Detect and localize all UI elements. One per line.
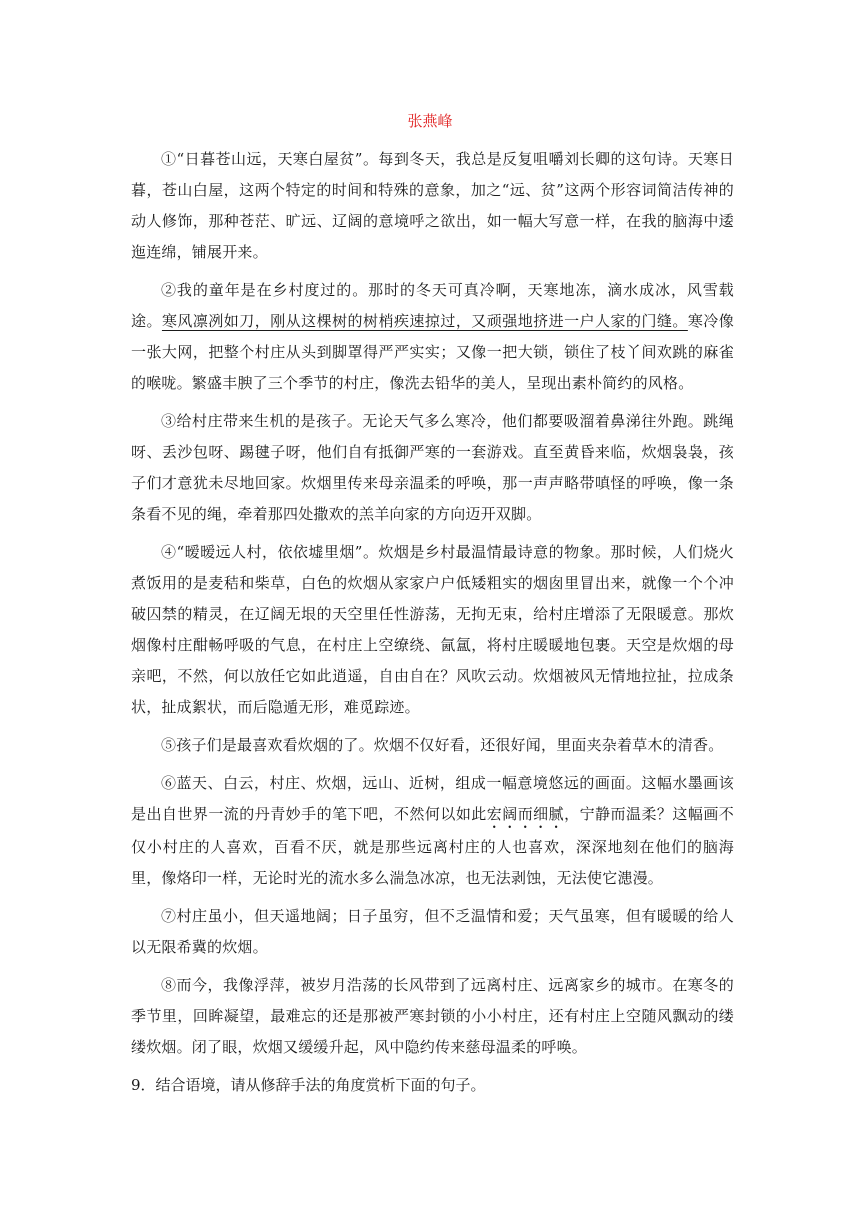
paragraph-4: ④“暧暧远人村，依依墟里烟”。炊烟是乡村最温情最诗意的物象。那时候，人们烧火煮饭用的是麦秸和柴草，白色的炊烟从家家户户低矮粗实的烟囱里冒出来，就像一个个冲破囚禁的精灵，在辽阔无垠的天空里任性游荡，无拘无束，给村庄增添了无限暖意。那炊烟像村庄酣畅呼吸的气息，在村庄上空缭绕、氤氲，将村庄暖暖地包裹。天空是炊烟的母亲吧，不然，何以放任它如此逍遥，自由自在？风吹云动。炊烟被风无情地拉扯，拉成条状，扯成絮状，而后隐遁无形，难觅踪迹。 xyxy=(131,543,734,716)
paragraph-2 xyxy=(131,275,734,399)
paragraph-5: ⑤孩子们是最喜欢看炊烟的了。炊烟不仅好看，还很好闻，里面夹杂着草木的清香。 xyxy=(161,736,724,754)
paragraph-6 xyxy=(131,768,734,894)
paragraph-3: ③给村庄带来生机的是孩子。无论天气多么寒冷，他们都要吸溜着鼻涕往外跑。跳绳呀、丢沙包呀、踢毽子呀，他们自有抵御严寒的一套游戏。直至黄昏来临，炊烟袅袅，孩子们才意犹未尽地回家。炊烟里传来母亲温柔的呼唤，那一声声略带嗔怪的呼唤，像一条条看不见的绳，牵着那四处撒欢的羔羊向家的方向迈开双脚。 xyxy=(131,412,734,523)
paragraph-8: ⑧而今，我像浮萍，被岁月浩荡的长风带到了远离村庄、远离家乡的城市。在寒冬的季节里，回眸凝望，最难忘的还是那被严寒封锁的小小村庄，还有村庄上空随风飘动的缕缕炊烟。闭了眼，炊烟又缓缓升起，风中隐约传来慈母温柔的呼唤。 xyxy=(131,976,734,1056)
question-9: 9．结合语境，请从修辞手法的角度赏析下面的句子。 xyxy=(131,1076,486,1094)
paragraph-2-text-start: ②我的童年是在乡村度过的。那时的冬天可真冷啊，天寒地冻，滴水成冰，风雪载途。 xyxy=(131,281,734,330)
article-body xyxy=(131,144,734,1101)
paragraph-1: ①“日暮苍山远，天寒白屋贫”。每到冬天，我总是反复咀嚼刘长卿的这句诗。天寒日暮，苍山白屋，这两个特定的时间和特殊的意象，加之“远、贫”这两个形容词简洁传神的动人修饰，那种苍茫、旷远、辽阔的意境呼之欲出，如一幅大写意一样，在我的脑海中逶迤连绵，铺展开来。 xyxy=(131,150,734,261)
paragraph-2-text-end: 寒冷像一张大网，把整个村庄从头到脚罩得严严实实；又像一把大锁，锁住了枝丫间欢跳的麻雀的喉咙。繁盛丰腴了三个季节的村庄，像洗去铅华的美人，呈现出素朴简约的风格。 xyxy=(131,312,734,392)
underlined-sentence: 寒风凛冽如刀，刚从这棵树的树梢疾速掠过，又顽强地挤进一户人家的门缝。 xyxy=(161,312,688,330)
paragraph-6-text-end: ，宁静而温柔？这幅画不仅小村庄的人喜欢，百看不厌，就是那些远离村庄的人也喜欢，深深地刻在他们的脑海里，像烙印一样，无论时光的流水多么湍急冰凉，也无法剥蚀，无法使它漶漫。 xyxy=(131,805,734,887)
dotted-phrase: 宏阔而细腻 xyxy=(486,805,565,823)
paragraph-6-text-start: ⑥蓝天、白云，村庄、炊烟，远山、近树，组成一幅意境悠远的画面。这幅水墨画该是出自世界一流的丹青妙手的笔下吧，不然何以如此 xyxy=(131,774,734,823)
author-name: 张燕峰 xyxy=(407,112,453,130)
paragraph-7: ⑦村庄虽小，但天遥地阔；日子虽穷，但不乏温情和爱；天气虽寒，但有暖暖的给人以无限希冀的炊烟。 xyxy=(131,907,734,956)
